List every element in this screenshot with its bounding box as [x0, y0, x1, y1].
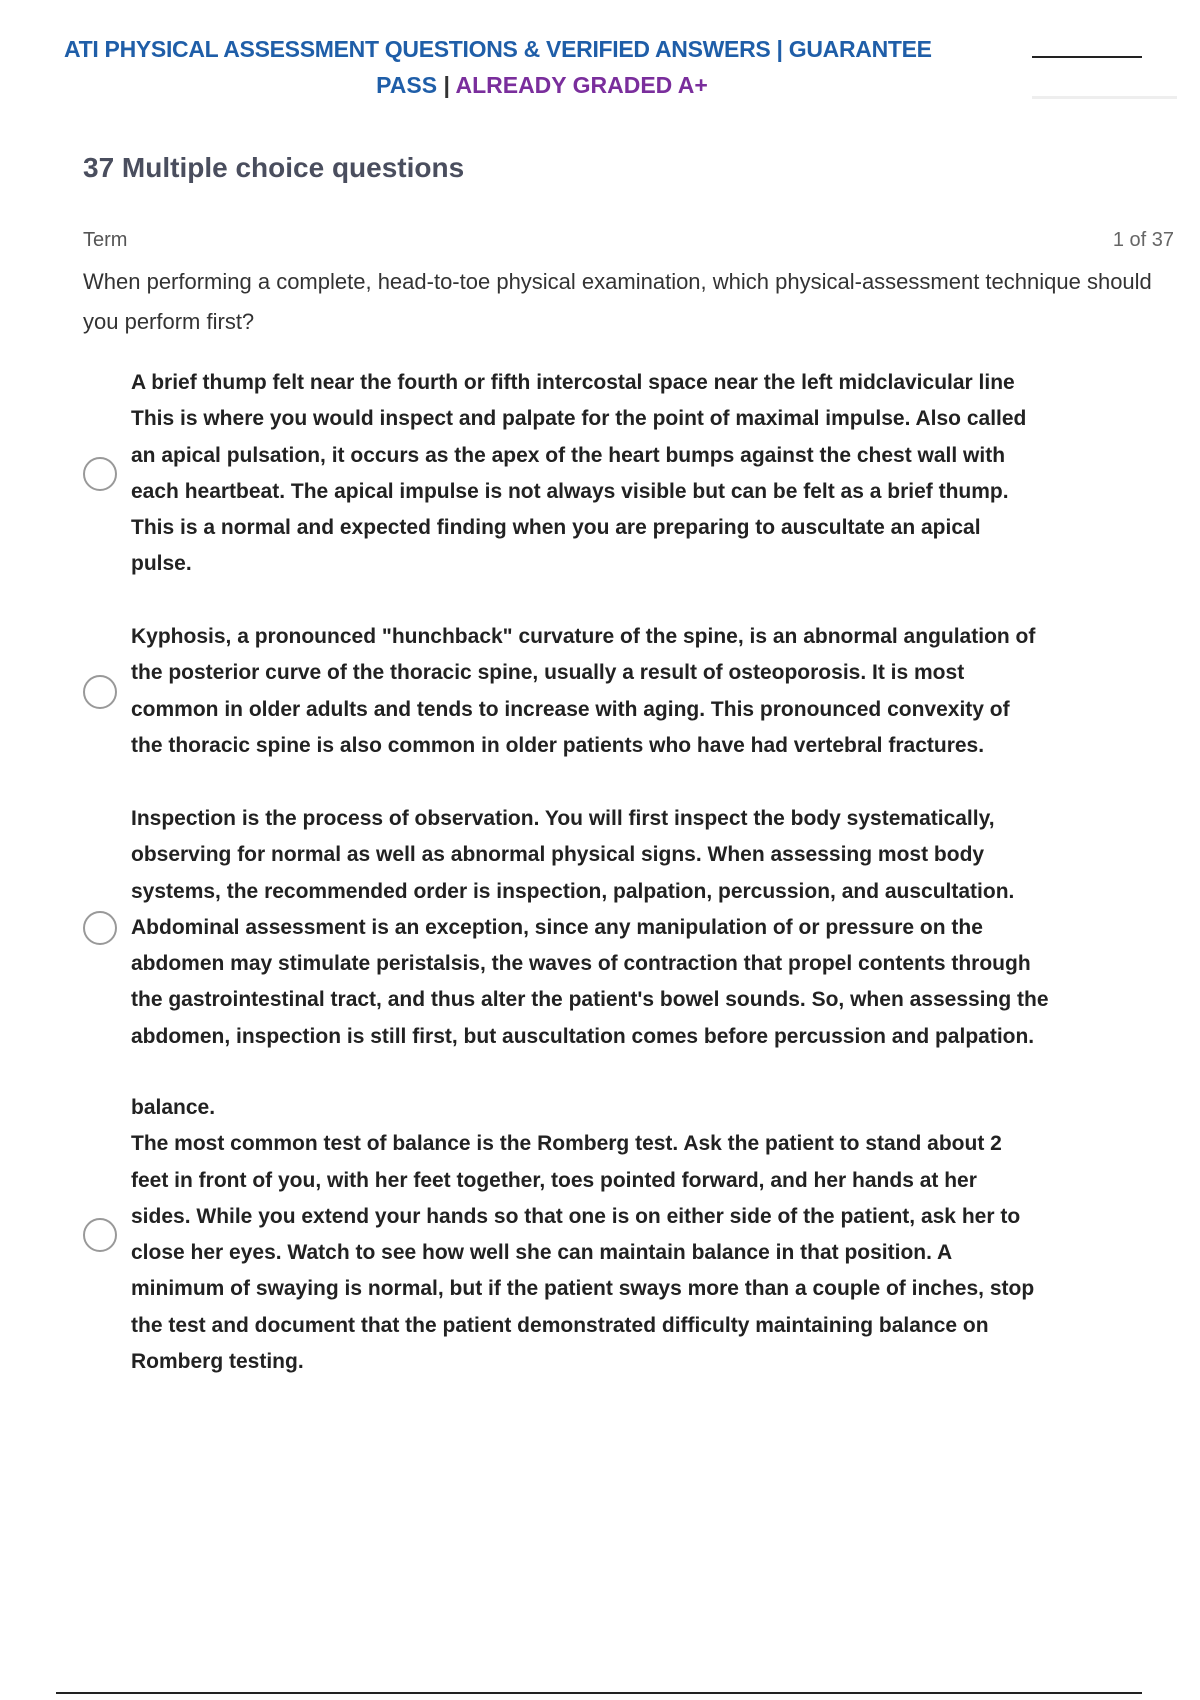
document-title-line2 — [0, 72, 1084, 99]
option-text — [131, 1090, 1183, 1380]
answer-option-2[interactable] — [83, 619, 1183, 764]
option-text-line: the gastrointestinal tract, and thus alter the patient's bowel sounds. So, when assessing the — [131, 988, 1049, 1012]
question-text: When performing a complete, head-to-toe physical examination, which physical-assessment technique should you perform first? — [83, 269, 1152, 334]
option-text-line: Abdominal assessment is an exception, since any manipulation of or pressure on the — [131, 915, 983, 939]
title-pass: PASS — [376, 72, 438, 98]
option-text-line: close her eyes. Watch to see how well she can maintain balance in that position. A — [131, 1241, 953, 1265]
answer-option-1[interactable] — [83, 365, 1183, 583]
option-text-line: balance. — [131, 1096, 216, 1119]
option-text — [131, 619, 1183, 764]
option-text-line: sides. While you extend your hands so that one is on either side of the patient, ask her to — [131, 1204, 1021, 1228]
option-text-line: The most common test of balance is the Romberg test. Ask the patient to stand about 2 — [131, 1132, 1002, 1156]
option-text-line: the test and document that the patient demonstrated difficulty maintaining balance on — [131, 1313, 989, 1337]
question-counter: 1 of 37 — [1112, 229, 1174, 251]
option-text-line: the thoracic spine is also common in older patients who have had vertebral fractures. — [131, 733, 985, 757]
answer-option-4[interactable] — [83, 1090, 1183, 1380]
option-text-line: abdomen, inspection is still first, but auscultation comes before percussion and palpation. — [131, 1024, 1035, 1048]
option-text-line: feet in front of you, with her feet together, toes pointed forward, and her hands at her — [131, 1168, 977, 1192]
option-text — [131, 801, 1183, 1055]
option-text-line: abdomen may stimulate peristalsis, the waves of contraction that propel contents through — [131, 952, 1031, 976]
option-text-line: pulse. — [131, 552, 192, 576]
option-text-line: the posterior curve of the thoracic spine, usually a result of osteoporosis. It is most — [131, 661, 965, 685]
radio-button[interactable] — [83, 911, 117, 945]
quiz-heading: 37 Multiple choice questions — [83, 152, 465, 183]
option-text-line: each heartbeat. The apical impulse is not always visible but can be felt as a brief thump. — [131, 479, 1009, 503]
option-text-line: Inspection is the process of observation. You will first inspect the body systematically, — [131, 807, 995, 830]
option-text-line: A brief thump felt near the fourth or fifth intercostal space near the left midclavicular line — [131, 371, 1015, 394]
document-title-line1: ATI PHYSICAL ASSESSMENT QUESTIONS & VERIFIED ANSWERS | GUARANTEE — [64, 36, 932, 62]
page-bottom-rule — [56, 1692, 1142, 1694]
answer-option-3[interactable] — [83, 801, 1183, 1055]
option-text-line: This is a normal and expected finding when you are preparing to auscultate an apical — [131, 516, 981, 540]
option-text — [131, 365, 1183, 583]
option-text-line: minimum of swaying is normal, but if the patient sways more than a couple of inches, stop — [131, 1277, 1035, 1301]
option-text-line: Romberg testing. — [131, 1350, 304, 1374]
option-text-line: systems, the recommended order is inspection, palpation, percussion, and auscultation. — [131, 879, 1015, 903]
radio-button[interactable] — [83, 457, 117, 491]
title-underline — [1032, 56, 1142, 58]
title-graded: ALREADY GRADED A+ — [455, 72, 708, 98]
option-text-line: observing for normal as well as abnormal physical signs. When assessing most body — [131, 843, 985, 867]
option-text-line: Kyphosis, a pronounced "hunchback" curvature of the spine, is an abnormal angulation of — [131, 625, 1036, 648]
radio-button[interactable] — [83, 1218, 117, 1252]
term-label: Term — [83, 229, 128, 251]
title-separator: | — [437, 72, 456, 98]
option-text-line: common in older adults and tends to increase with aging. This pronounced convexity of — [131, 697, 1010, 721]
option-text-line: This is where you would inspect and palpate for the point of maximal impulse. Also called — [131, 407, 1027, 431]
option-text-line: an apical pulsation, it occurs as the apex of the heart bumps against the chest wall with — [131, 443, 1006, 467]
radio-button[interactable] — [83, 675, 117, 709]
